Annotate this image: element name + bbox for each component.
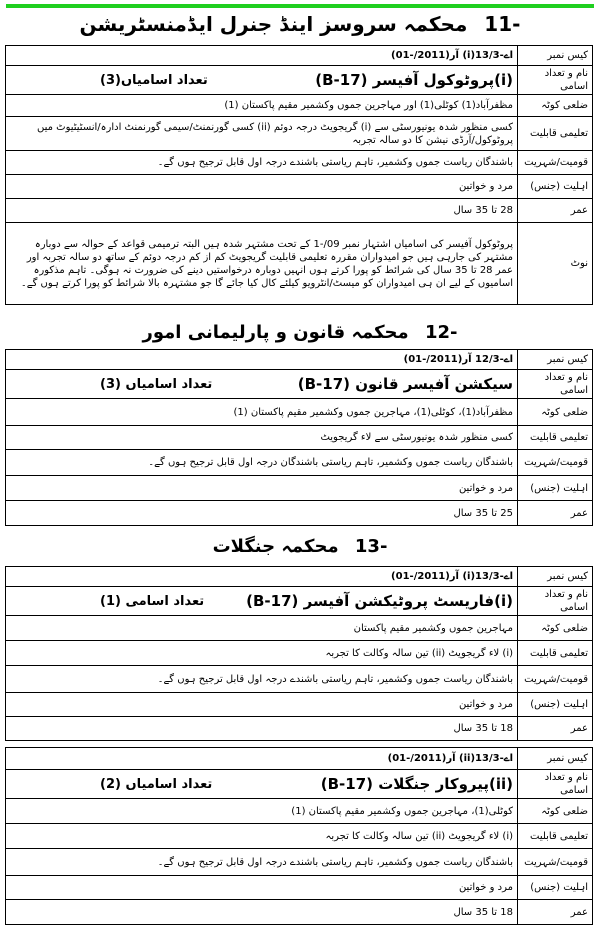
post-table-11-i (5, 45, 593, 305)
nationality-row (6, 849, 593, 876)
post-count: تعداد اسامیاں (2) (100, 776, 213, 792)
section-title: محکمہ قانون و پارلیمانی امور (142, 322, 409, 343)
nationality-row (6, 666, 593, 693)
section-number: -12 (424, 322, 458, 343)
age-value: 18 تا 35 سال (6, 900, 518, 925)
quota-row (6, 616, 593, 641)
note-label: نوٹ (518, 223, 593, 305)
age-value: 25 تا 35 سال (6, 501, 518, 526)
qualification-label: تعلیمی قابلیت (518, 117, 593, 151)
quota-value: مظفرآباد(1)، کوٹلی(1)، مہاجرین جموں وکشمیر مقیم پاکستان (1) (6, 399, 518, 426)
nationality-label: قومیت/شہریت (518, 151, 593, 175)
post-row (6, 66, 593, 95)
post-name: (i)فاریسٹ پروٹیکشن آفیسر (B-17) (246, 591, 513, 610)
quota-row (6, 799, 593, 824)
quota-row (6, 95, 593, 117)
age-label: عمر (518, 199, 593, 223)
qualification-row (6, 426, 593, 450)
nationality-value: باشندگان ریاست جموں وکشمیر، تاہم ریاستی باشندے درجہ اول قابل ترجیح ہوں گے۔ (6, 849, 518, 876)
section-heading-12 (0, 322, 600, 343)
qualification-row (6, 824, 593, 849)
quota-value: مہاجرین جموں وکشمیر مقیم پاکستان (6, 616, 518, 641)
qualification-label: تعلیمی قابلیت (518, 641, 593, 666)
qualification-label: تعلیمی قابلیت (518, 426, 593, 450)
qualification-value: (i) لاء گریجویٹ (ii) تین سالہ وکالت کا تجربہ (6, 824, 518, 849)
post-label: نام و تعداد اسامی (518, 370, 593, 399)
case-row (6, 567, 593, 587)
note-value: پروٹوکول آفیسر کی اسامیاں اشتہار نمبر 09/-1 کے تحت مشتہر شدہ ہیں البتہ ترمیمی قواعد کے حوالہ سے دوبارہ مشتہر کی جارہی ہیں جو امیدواران مقررہ تعلیمی قابلیت گریجویٹ کم از کم درجہ دوئم کے ساتھ دو سالہ تجربہ اور عمر 28 تا 35 سال کی شرائط کو پورا کرتے ہوں انہیں دوبارہ درخواستیں دینے کی ضرورت نہ ہوگی۔ تاہم مذکورہ اسامیوں کے لیے ان ہی امیدواران کو میسٹ/انٹرویو کیلئے کال کیا جائے گا جو مشتہرہ بالا شرائط کو پورا کرتے ہوں گے۔ (6, 223, 518, 305)
post-name: سیکشن آفیسر قانون (B-17) (297, 374, 513, 393)
gender-row (6, 876, 593, 900)
section-heading-11 (0, 12, 600, 36)
gender-label: اہلیت (جنس) (518, 693, 593, 717)
quota-label: ضلعی کوٹہ (518, 616, 593, 641)
nationality-label: قومیت/شہریت (518, 666, 593, 693)
age-row (6, 199, 593, 223)
nationality-row (6, 151, 593, 175)
quota-label: ضلعی کوٹہ (518, 399, 593, 426)
age-value: 28 تا 35 سال (6, 199, 518, 223)
gender-label: اہلیت (جنس) (518, 476, 593, 501)
post-row (6, 770, 593, 799)
top-green-rule (6, 4, 594, 8)
gender-label: اہلیت (جنس) (518, 175, 593, 199)
case-label: کیس نمبر (518, 748, 593, 770)
nationality-row (6, 450, 593, 476)
case-row (6, 748, 593, 770)
post-cell (6, 770, 518, 799)
post-cell (6, 587, 518, 616)
gender-row (6, 693, 593, 717)
nationality-value: باشندگان ریاست جموں وکشمیر، تاہم ریاستی باشندگان درجہ اول قابل ترجیح ہوں گے۔ (6, 450, 518, 476)
section-title: محکمہ سروسز اینڈ جنرل ایڈمنسٹریشن (79, 12, 468, 36)
post-count: تعداد اسامی (1) (100, 593, 205, 609)
age-label: عمر (518, 501, 593, 526)
gender-row (6, 175, 593, 199)
nationality-value: باشندگان ریاست جموں وکشمیر، تاہم ریاستی باشندے درجہ اول قابل ترجیح ہوں گے۔ (6, 151, 518, 175)
gender-row (6, 476, 593, 501)
post-table-12 (5, 349, 593, 526)
post-cell (6, 66, 518, 95)
quota-value: مظفرآباد(1) کوٹلی(1) اور مہاجرین جموں وکشمیر مقیم پاکستان (1) (6, 95, 518, 117)
qualification-row (6, 117, 593, 151)
post-name: (ii)پیروکار جنگلات (B-17) (320, 774, 513, 793)
age-row (6, 501, 593, 526)
case-number: اے-13/3(i) آر(2011/-01) (6, 567, 518, 587)
gender-value: مرد و خواتین (6, 476, 518, 501)
case-label: کیس نمبر (518, 350, 593, 370)
case-number: اے-13/3(i) آر(2011/-01) (6, 46, 518, 66)
nationality-label: قومیت/شہریت (518, 849, 593, 876)
gender-value: مرد و خواتین (6, 876, 518, 900)
qualification-value: کسی منظور شدہ یونیورسٹی سے لاء گریجویٹ (6, 426, 518, 450)
gender-label: اہلیت (جنس) (518, 876, 593, 900)
case-label: کیس نمبر (518, 46, 593, 66)
post-table-13-ii (5, 747, 593, 925)
qualification-value: (i) لاء گریجویٹ (ii) تین سالہ وکالت کا تجربہ (6, 641, 518, 666)
nationality-label: قومیت/شہریت (518, 450, 593, 476)
case-number: اے-13/3(ii) آر(2011/-01) (6, 748, 518, 770)
age-label: عمر (518, 900, 593, 925)
qualification-value: کسی منظور شدہ یونیورسٹی سے (i) گریجویٹ درجہ دوئم (ii) کسی گورنمنٹ/سیمی گورنمنٹ ادارہ/انسٹیٹیوٹ میں پروٹوکول/آرڈی نیشن کا دو سالہ تجربہ (6, 117, 518, 151)
post-label: نام و تعداد اسامی (518, 66, 593, 95)
gender-value: مرد و خواتین (6, 175, 518, 199)
quota-label: ضلعی کوٹہ (518, 799, 593, 824)
section-number: -11 (484, 12, 521, 36)
age-row (6, 717, 593, 741)
qualification-label: تعلیمی قابلیت (518, 824, 593, 849)
post-cell (6, 370, 518, 399)
age-row (6, 900, 593, 925)
post-name: (i)پروٹوکول آفیسر (B-17) (315, 70, 513, 89)
post-label: نام و تعداد اسامی (518, 587, 593, 616)
post-row (6, 370, 593, 399)
nationality-value: باشندگان ریاست جموں وکشمیر، تاہم ریاستی باشندے درجہ اول قابل ترجیح ہوں گے۔ (6, 666, 518, 693)
section-title: محکمہ جنگلات (212, 536, 339, 557)
age-label: عمر (518, 717, 593, 741)
post-table-13-i (5, 566, 593, 741)
age-value: 18 تا 35 سال (6, 717, 518, 741)
quota-label: ضلعی کوٹہ (518, 95, 593, 117)
qualification-row (6, 641, 593, 666)
case-label: کیس نمبر (518, 567, 593, 587)
case-row (6, 46, 593, 66)
section-heading-13 (0, 536, 600, 557)
quota-row (6, 399, 593, 426)
quota-value: کوٹلی(1)، مہاجرین جموں وکشمیر مقیم پاکستان (1) (6, 799, 518, 824)
case-number: اے-12/3 آر(2011/-01) (6, 350, 518, 370)
post-label: نام و تعداد اسامی (518, 770, 593, 799)
post-row (6, 587, 593, 616)
section-number: -13 (354, 536, 388, 557)
note-row (6, 223, 593, 305)
post-count: تعداد اسامیاں (3) (100, 376, 213, 392)
gender-value: مرد و خواتین (6, 693, 518, 717)
post-count: تعداد اسامیاں(3) (100, 72, 208, 88)
case-row (6, 350, 593, 370)
